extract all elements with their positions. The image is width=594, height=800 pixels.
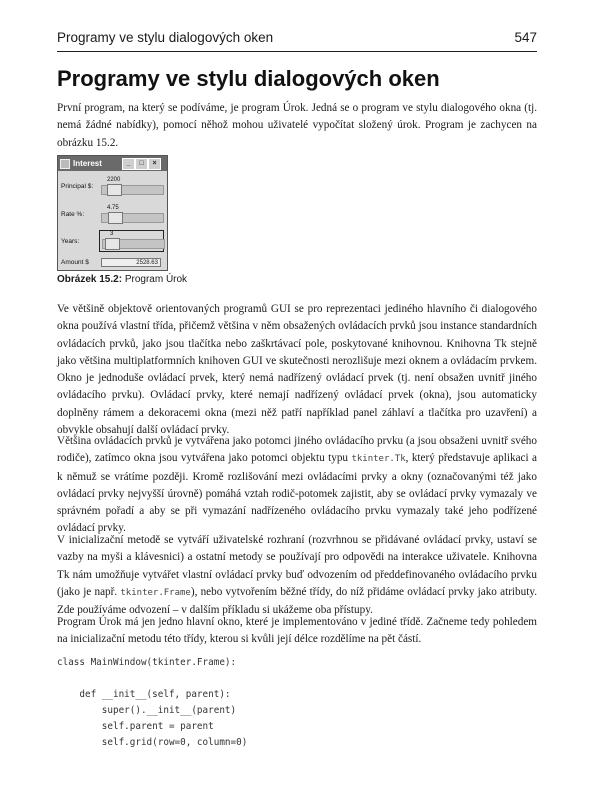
dialog-title: Interest [73, 159, 102, 168]
inline-code: tkinter.Frame [120, 587, 191, 598]
paragraph-parent-child [57, 433, 537, 538]
figure-caption [57, 274, 187, 285]
running-title: Programy ve stylu dialogových oken [57, 30, 274, 45]
paragraph-text: V inicializační metodě se vytváří uživatelské rozhraní (rozvrhnou se přidávané ovládací prvky, ustaví se vazby na myši a klávesnici) a ostatní metody se používají pro odpovědi na interakce uživatele. Knihovna Tk nám umožňuje vytvářet vlastní ovládací prvky buď odvozením od předdefinovaného ovládacího prvku (jako je např. [57, 534, 537, 598]
caption-label: Obrázek 15.2: [57, 274, 123, 285]
caption-text: Program Úrok [122, 274, 188, 285]
page-header [57, 27, 537, 52]
section-heading: Programy ve stylu dialogových oken [57, 66, 440, 91]
paragraph-widgets: Ve většině objektově orientovaných programů GUI se pro reprezentaci jediného hlavního či dialogového okna používá vlastní třída, přičemž většina v něm obsažených ovládacích prvků jsou instance standardních ovládacích prvků, jako jsou tlačítka nebo zaškrtávací pole, poskytované knihovnou. Knihovna Tk stejně jako většina multiplatformních knihoven GUI ve skutečnosti nerozlišuje mezi oknem a ovládacím prvkem. Okno je jednoduše ovládací prvek, který nemá nadřízený ovládací prvek (tj. není obsažen uvnitř jiného ovládacího prvku). Ovládací prvky, které nemají nadřízený ovládací prvek (okna), jsou automaticky doplněny rámem a dekoracemi okna (mezi něž patří například panel záhlaví a tlačítka pro uzavření) a obvykle obsahují další ovládací prvky. [57, 303, 537, 437]
principal-label: Principal $: [61, 183, 94, 190]
window-icon [60, 159, 70, 169]
years-label: Years: [61, 238, 80, 245]
minimize-icon: _ [122, 158, 135, 170]
interest-dialog-figure [57, 155, 168, 271]
close-icon: × [148, 158, 161, 170]
paragraph-init-method [57, 532, 537, 619]
page-number: 547 [514, 30, 537, 45]
paragraph-main-window: Program Úrok má jen jedno hlavní okno, které je implementováno v jediné třídě. Začneme tedy pohledem na inicializační metodu této třídy, kterou si kvůli její délce rozdělíme na pět částí. [57, 616, 537, 646]
maximize-icon: □ [135, 158, 148, 170]
paragraph-intro: První program, na který se podíváme, je program Úrok. Jedná se o program ve stylu dialogového okna (tj. nemá žádné nabídky), pomocí něhož mohou uživatelé vypočítat složený úrok. Program je zachycen na obrázku 15.2. [57, 102, 537, 149]
paragraph-text: ), nebo vytvořením běžné třídy, do níž přidáme ovládací prvky jako atributy. Zde používáme odvození – v dalším příkladu si ukážeme oba přístupy. [57, 585, 537, 617]
principal-thumb [107, 184, 122, 196]
paragraph-text: Většina ovládacích prvků je vytvářena jako potomci jiného ovládacího prvku (a jsou obsaženi uvnitř svého rodiče), zatímco okna jsou vytvářena jako potomci objektu typu [57, 435, 537, 465]
rate-value: 4.75 [107, 205, 119, 211]
inline-code: tkinter.Tk [351, 454, 406, 465]
paragraph-text: , který představuje aplikaci a k němuž se vrátíme později. Kromě rozlišování mezi ovládacími prvky a okny (označovanými též jako ovládací prvky nejvyšší úrovně) pomáhá vztah rodič-potomek zajistit, aby se ovládací prvky vymazaly ve správném pořadí a aby se při vymazání nadřízeného ovládacího prvku vymazaly také jeho podřízené ovládací prvky. [57, 452, 537, 535]
code-listing: class MainWindow(tkinter.Frame): def __init__(self, parent): super().__init__(parent) self.parent = parent self.grid(row=0, column=0) [57, 657, 248, 748]
years-value: 3 [110, 231, 114, 237]
years-scale [99, 230, 164, 252]
rate-thumb [108, 212, 123, 224]
dialog-titlebar [58, 156, 167, 171]
principal-value: 2200 [107, 177, 121, 183]
rate-label: Rate %: [61, 211, 85, 218]
amount-label: Amount $ [61, 259, 89, 266]
years-thumb [105, 238, 120, 250]
amount-value: 2528.63 [101, 258, 161, 267]
